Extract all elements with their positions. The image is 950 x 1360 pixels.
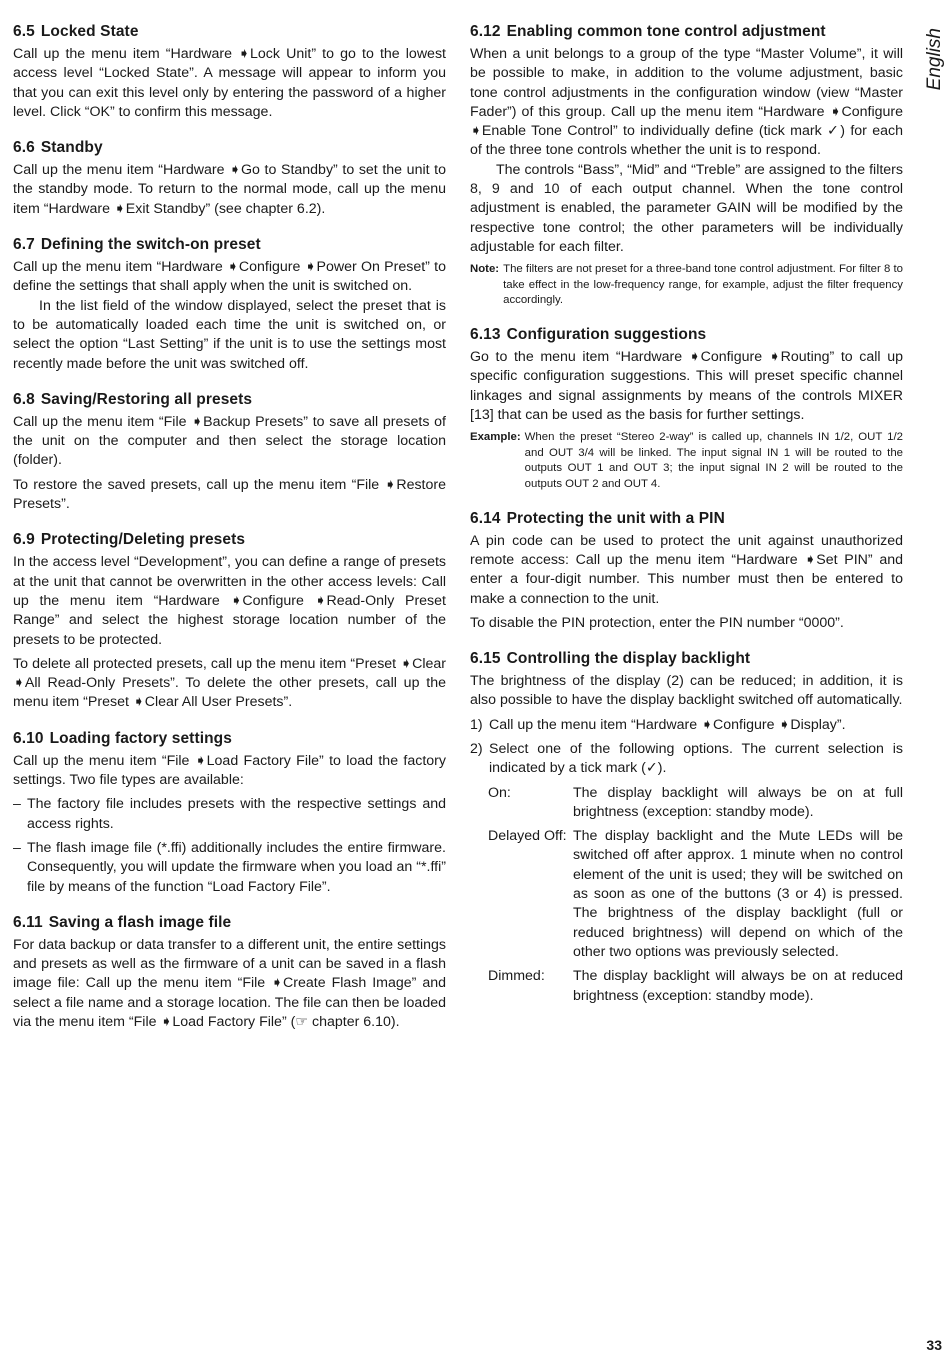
numbered-step: 2) Select one of the following options. The current selection is indicated by a tick mark (✓). xyxy=(470,740,903,777)
section-heading: 6.12 Enabling common tone control adjustment xyxy=(470,23,826,40)
section-heading: 6.11 Saving a flash image file xyxy=(13,913,232,931)
paragraph: Call up the menu item “File ➧Backup Presets” to save all presets of the unit on the computer and then select the storage location (folder). xyxy=(13,413,446,469)
section-6-12 xyxy=(470,22,903,309)
paragraph: Call up the menu item “Hardware ➧Lock Unit” to go to the lowest access level “Locked State”. A message will appear to inform you that you can exit this level only by entering the password of a higher level. Click “OK” to confirm this message. xyxy=(13,46,446,120)
paragraph: Call up the menu item “Hardware ➧Configure ➧Power On Preset” to define the settings that shall apply when the unit is switched on. xyxy=(13,259,446,295)
paragraph: To disable the PIN protection, enter the PIN number “0000”. xyxy=(470,614,844,631)
paragraph: A pin code can be used to protect the unit against unauthorized remote access: Call up the menu item “Hardware ➧Set PIN” and enter a four-digit number. This number must then be entered to make a connection to the unit. xyxy=(470,532,903,607)
list-item: – The factory file includes presets with the respective settings and access rights. xyxy=(13,796,446,832)
section-heading: 6.8 Saving/Restoring all presets xyxy=(13,390,253,408)
section-heading: 6.6 Standby xyxy=(13,139,103,157)
paragraph: To delete all protected presets, call up the menu item “Preset ➧Clear ➧All Read-Only Presets”. To delete the other presets, call up the menu item “Preset ➧Clear All User Presets”. xyxy=(13,655,446,711)
paragraph: When a unit belongs to a group of the type “Master Volume”, it will be possible to make, in addition to the volume adjustment, basic tone control adjustments in the configuration window (view “Master Fader”) of this group. Call up the menu item “Hardware ➧Configure ➧Enable Tone Control” to individually define (tick mark ✓) for each of the three tone controls whether the unit is to respond. xyxy=(470,46,903,159)
example-note: Example: When the preset “Stereo 2-way” is called up, channels IN 1/2, OUT 1/2 and OUT 3/4 will be linked. The input signal IN 1 will be routed to the outputs OUT 1 and OUT 3; the input signal IN 2 will be routed to the outputs OUT 2 and OUT 4. xyxy=(470,431,903,491)
option-row: On: The display backlight will always be on at full brightness (exception: standby mode). xyxy=(488,784,903,820)
paragraph: For data backup or data transfer to a different unit, the entire settings and presets as well as the firmware of a unit can be saved in a flash image file: Call up the menu item “File ➧Create Flash Image” and select a file name and a storage location. The file can then be loaded via the menu item “File ➧Load Factory File” (☞ chapter 6.10). xyxy=(13,936,446,1030)
section-6-8 xyxy=(13,390,446,514)
page-number: 33 xyxy=(926,1337,942,1353)
section-6-7 xyxy=(13,235,446,374)
paragraph: Call up the menu item “File ➧Load Factory File” to load the factory settings. Two file types are available: xyxy=(13,752,446,789)
section-heading: 6.7 Defining the switch-on preset xyxy=(13,236,261,254)
section-6-6 xyxy=(13,138,446,219)
section-6-10 xyxy=(13,729,446,897)
paragraph: Go to the menu item “Hardware ➧Configure ➧Routing” to call up specific configuration suggestions. This will preset specific channel linkages and signal assignments by means of the controls MIXER [13] that can be used as the basis for further settings. xyxy=(470,349,903,423)
paragraph: In the access level “Development”, you can define a range of presets at the unit that cannot be overwritten in the other access levels: Call up the menu item “Hardware ➧Configure ➧Read-Only Preset Range” and select the highest storage location number of the presets to be protected. xyxy=(13,554,446,648)
paragraph: The controls “Bass”, “Mid” and “Treble” are assigned to the filters 8, 9 and 10 of each output channel. When the tone control adjustment is enabled, the parameter GAIN will be modified by the respective tone control; the other parameters will be individually adjustable for each filter. xyxy=(470,161,903,255)
numbered-step: 1) Call up the menu item “Hardware ➧Configure ➧Display”. xyxy=(470,716,846,733)
section-heading: 6.13 Configuration suggestions xyxy=(470,326,707,344)
section-6-11 xyxy=(13,913,446,1032)
left-column xyxy=(13,22,446,1048)
option-row: Delayed Off: The display backlight and the Mute LEDs will be switched off after approx. 1 minute when no control element of the unit is used; they will be switched on as soon as one of the buttons (3 or 4) is pressed. The brightness of the display backlight (full or reduced brightness) will depend on which of the other two options was previously selected. xyxy=(488,828,903,960)
section-heading: 6.9 Protecting/Deleting presets xyxy=(13,531,246,549)
section-6-13 xyxy=(470,325,903,493)
list-item: – The flash image file (*.ffi) additionally includes the entire firmware. Consequently, you will update the firmware when you load an “*.ffi” file by means of the function “Load Factory File”. xyxy=(13,839,446,895)
section-heading: 6.10 Loading factory settings xyxy=(13,729,232,747)
section-heading: 6.15 Controlling the display backlight xyxy=(470,650,751,668)
paragraph: In the list field of the window displayed, select the preset that is to be automatically loaded each time the unit is switched on, or select the option “Last Setting” if the unit is to use the settings most recently made before the unit was switched off. xyxy=(13,297,446,372)
option-row: Dimmed: The display backlight will always be on at reduced brightness (exception: standby mode). xyxy=(488,968,903,1004)
paragraph: To restore the saved presets, call up the menu item “File ➧Restore Presets”. xyxy=(13,476,446,513)
section-6-5 xyxy=(13,22,446,122)
section-heading: 6.5 Locked State xyxy=(13,23,139,40)
section-6-14 xyxy=(470,509,903,633)
section-6-15 xyxy=(470,649,903,1006)
section-6-9 xyxy=(13,530,446,712)
paragraph: Call up the menu item “Hardware ➧Go to Standby” to set the unit to the standby mode. To return to the normal mode, call up the menu item “Hardware ➧Exit Standby” (see chapter 6.2). xyxy=(13,162,446,217)
section-heading: 6.14 Protecting the unit with a PIN xyxy=(470,509,725,527)
note: Note: The filters are not preset for a three-band tone control adjustment. For filter 8 to take effect in the low-frequency range, for example, adjust the filter frequency accordingly. xyxy=(470,263,903,307)
language-label: English xyxy=(924,28,945,91)
right-column xyxy=(470,22,903,1022)
paragraph: The brightness of the display (2) can be reduced; in addition, it is also possible to have the display backlight switched off automatically. xyxy=(470,673,903,709)
